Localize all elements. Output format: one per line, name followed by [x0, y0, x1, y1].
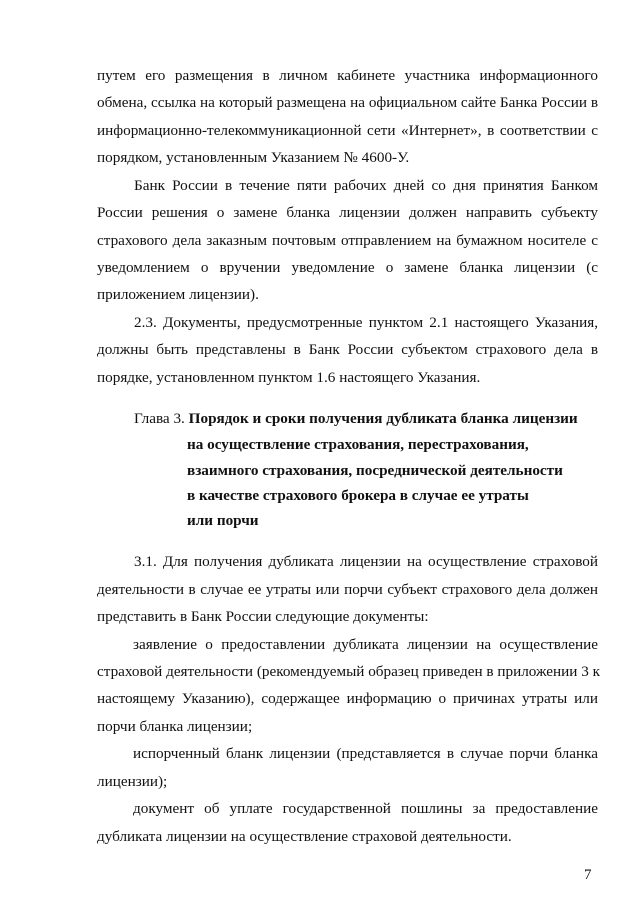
chapter-title-line: Порядок и сроки получения дубликата бланка лицензии: [188, 410, 578, 427]
chapter-title-line: взаимного страхования, посреднической деятельности: [187, 462, 563, 479]
text-line: 3.1. Для получения дубликата лицензии на осуществление страховой: [134, 553, 598, 570]
text-line: порядке, установленном пунктом 1.6 настоящего Указания.: [97, 369, 481, 386]
text-line: уведомлением о вручении уведомление о замене бланка лицензии (с: [97, 259, 598, 276]
chapter-title-line: в качестве страхового брокера в случае ее утраты: [187, 487, 529, 504]
text-line: путем его размещения в личном кабинете участника информационного: [97, 67, 598, 84]
text-line: обмена, ссылка на который размещена на официальном сайте Банка России в: [97, 94, 598, 111]
text-line: настоящему Указанию), содержащее информацию о причинах утраты или: [97, 690, 598, 707]
text-line: должны быть представлены в Банк России субъектом страхового дела в: [97, 341, 598, 358]
chapter-title-line: на осуществление страхования, перестрахования,: [187, 436, 529, 453]
chapter-title-line: или порчи: [187, 512, 259, 529]
chapter-heading: [134, 410, 578, 427]
text-line: России решения о замене бланка лицензии должен направить субъекту: [97, 204, 598, 221]
text-line: заявление о предоставлении дубликата лицензии на осуществление: [133, 636, 598, 653]
text-line: Банк России в течение пяти рабочих дней со дня принятия Банком: [134, 177, 598, 194]
text-line: информационно-телекоммуникационной сети «Интернет», в соответствии с: [97, 122, 598, 139]
text-line: документ об уплате государственной пошлины за предоставление: [133, 800, 598, 817]
text-line: порчи бланка лицензии;: [97, 718, 253, 735]
text-line: 2.3. Документы, предусмотренные пунктом 2.1 настоящего Указания,: [134, 314, 598, 331]
text-line: дубликата лицензии на осуществление страховой деятельности.: [97, 828, 512, 845]
text-line: страховой деятельности (рекомендуемый образец приведен в приложении 3 к: [97, 663, 600, 680]
text-line: приложением лицензии).: [97, 286, 259, 303]
text-line: страхового дела заказным почтовым отправлением на бумажном носителе с: [97, 232, 598, 249]
text-line: испорченный бланк лицензии (представляется в случае порчи бланка: [133, 745, 598, 762]
text-line: лицензии);: [97, 773, 168, 790]
text-line: порядком, установленным Указанием № 4600-У.: [97, 149, 410, 166]
page-number: 7: [584, 867, 592, 883]
text-line: деятельности в случае ее утраты или порчи субъект страхового дела должен: [97, 581, 598, 598]
text-line: представить в Банк России следующие документы:: [97, 608, 429, 625]
chapter-prefix: Глава 3.: [134, 410, 189, 427]
